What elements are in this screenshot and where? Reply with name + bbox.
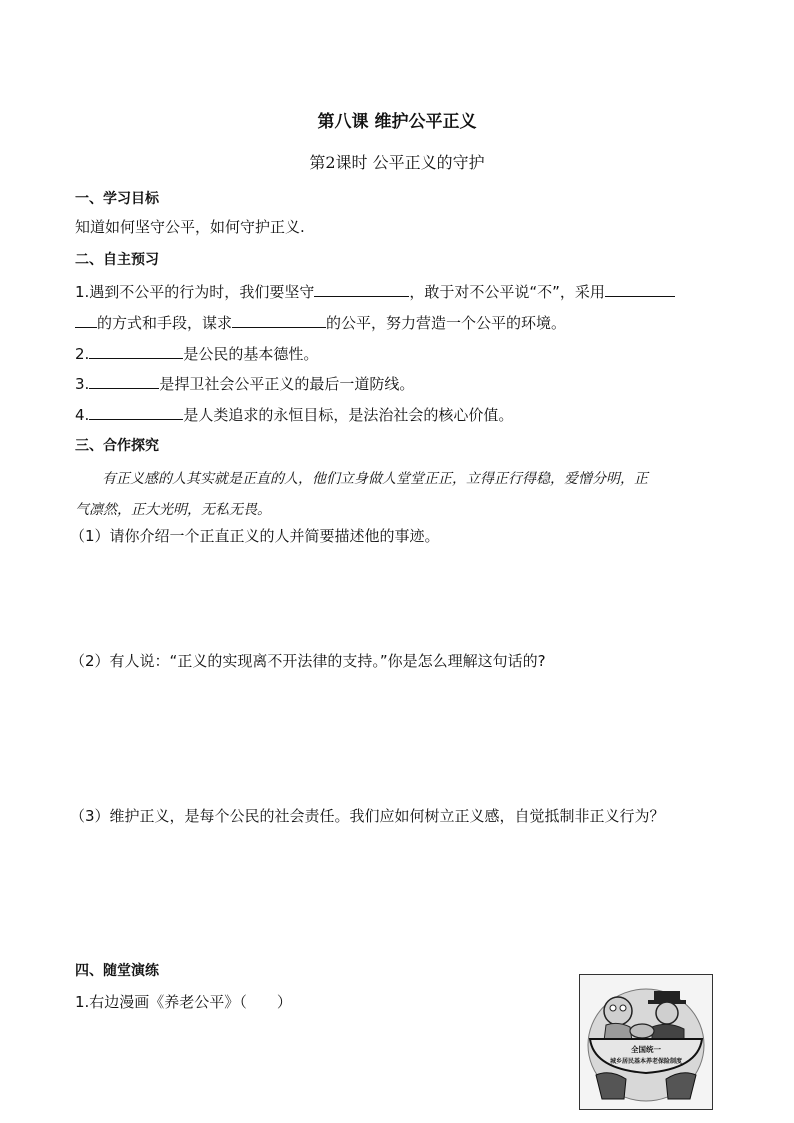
explore-question-3: （3）维护正义，是每个公民的社会责任。我们应如何树立正义感，自觉抵制非正义行为？: [70, 807, 665, 825]
page-title: 第八课 维护公平正义: [317, 112, 477, 132]
preview-question-4: [75, 404, 513, 425]
section-heading-explore: 三、合作探究: [75, 438, 159, 454]
section-heading-preview: 二、自主预习: [75, 252, 159, 268]
fill-blank[interactable]: [75, 313, 97, 328]
preview-q1-part-d: 的公平，努力营造一个公平的环境。: [326, 314, 567, 332]
preview-q3-text: 是捍卫社会公平正义的最后一道防线。: [159, 375, 415, 393]
fill-blank[interactable]: [232, 313, 326, 328]
fill-blank[interactable]: [89, 405, 183, 420]
preview-q2-text: 是公民的基本德性。: [183, 345, 319, 363]
preview-q1-part-a: 1.遇到不公平的行为时，我们要坚守: [75, 283, 315, 301]
fill-blank[interactable]: [89, 344, 183, 359]
pension-fairness-cartoon: [579, 974, 713, 1110]
preview-question-2: [75, 343, 318, 364]
preview-q4-text: 是人类追求的永恒目标，是法治社会的核心价值。: [183, 406, 514, 424]
section-heading-objectives: 一、学习目标: [75, 191, 159, 207]
preview-q1-part-c: 的方式和手段，谋求: [97, 314, 233, 332]
preview-question-1-continued: [75, 312, 566, 333]
fill-blank[interactable]: [605, 282, 675, 297]
question-number: 4.: [75, 406, 90, 424]
practice-question-1: 1.右边漫画《养老公平》（ ）: [75, 993, 292, 1011]
explore-question-1: （1）请你介绍一个正直正义的人并简要描述他的事迹。: [70, 527, 440, 545]
fill-blank[interactable]: [89, 374, 159, 389]
question-number: 2.: [75, 345, 90, 363]
explore-question-2: （2）有人说：“正义的实现离不开法律的支持。”你是怎么理解这句话的?: [70, 652, 546, 670]
passage-line-2: 气凛然，正大光明，无私无畏。: [75, 502, 271, 518]
preview-question-1: [75, 281, 675, 302]
question-number: 3.: [75, 375, 90, 393]
cartoon-caption-1: 全国统一: [631, 1045, 661, 1054]
passage-line-1: 有正义感的人其实就是正直的人，他们立身做人堂堂正正，立得正行得稳，爱憎分明，正: [102, 471, 648, 487]
fill-blank[interactable]: [314, 282, 409, 297]
section-heading-practice: 四、随堂演练: [75, 963, 159, 979]
preview-question-3: [75, 373, 414, 394]
cartoon-caption-2: 城乡居民基本养老保险制度: [609, 1058, 683, 1065]
objective-text: 知道如何坚守公平，如何守护正义.: [75, 218, 305, 236]
preview-q1-part-b: ，敢于对不公平说“不”，采用: [409, 283, 605, 301]
page-subtitle: 第2课时 公平正义的守护: [309, 153, 485, 172]
cartoon-illustration: [580, 975, 712, 1109]
